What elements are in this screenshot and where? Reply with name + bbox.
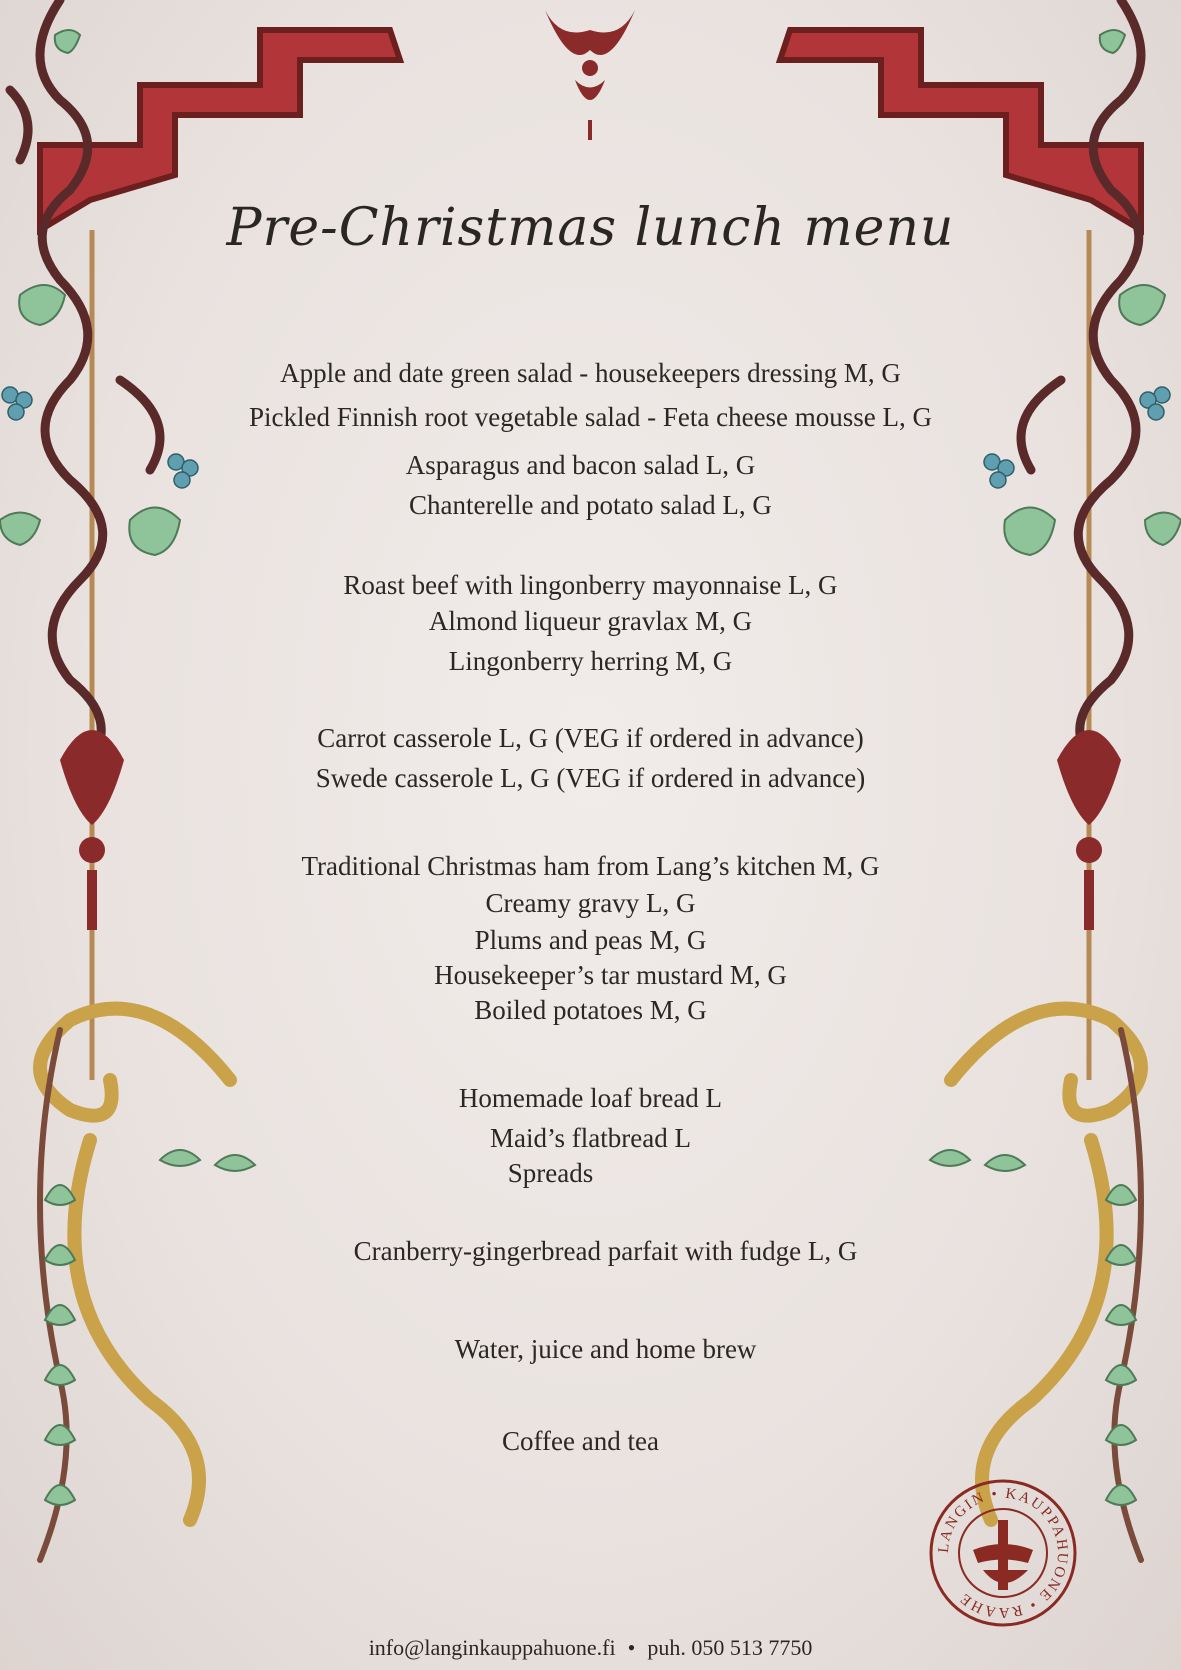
menu-item: Almond liqueur gravlax M, G bbox=[428, 606, 753, 636]
menu-item: Asparagus and bacon salad L, G bbox=[405, 450, 756, 480]
menu-item: Water, juice and home brew bbox=[454, 1334, 757, 1364]
seal-lamp-icon bbox=[973, 1520, 1033, 1590]
seal-text: LANGIN • KAUPPAHUONE • RAAHE bbox=[935, 1485, 1071, 1621]
menu-item: Coffee and tea bbox=[502, 1426, 659, 1456]
menu-item: Traditional Christmas ham from Lang’s kitchen M, G bbox=[301, 851, 880, 881]
email-link[interactable]: info@langinkauppahuone.fi bbox=[368, 1635, 616, 1660]
menu-item: Swede casserole L, G (VEG if ordered in advance) bbox=[315, 763, 866, 793]
menu-item: Carrot casserole L, G (VEG if ordered in advance) bbox=[317, 723, 864, 753]
menu-item: Lingonberry herring M, G bbox=[448, 646, 733, 676]
menu-item: Boiled potatoes M, G bbox=[474, 995, 707, 1025]
top-flower bbox=[545, 10, 635, 140]
menu-item: Homemade loaf bread L bbox=[458, 1083, 723, 1113]
menu-title: Pre-Christmas lunch menu bbox=[226, 198, 955, 258]
menu-item: Spreads bbox=[507, 1158, 594, 1188]
footer-separator: • bbox=[627, 1635, 636, 1660]
menu-item: Creamy gravy L, G bbox=[485, 888, 696, 918]
menu-item: Plums and peas M, G bbox=[474, 925, 707, 955]
menu-item: Roast beef with lingonberry mayonnaise L, G bbox=[343, 570, 838, 600]
menu-item: Housekeeper’s tar mustard M, G bbox=[434, 960, 787, 990]
menu-item: Apple and date green salad - housekeepers dressing M, G bbox=[280, 358, 901, 388]
langin-kauppahuone-seal bbox=[928, 1478, 1078, 1628]
contact-footer bbox=[0, 1635, 1181, 1661]
menu-item: Cranberry-gingerbread parfait with fudge L, G bbox=[353, 1236, 858, 1266]
menu-item: Maid’s flatbread L bbox=[490, 1123, 691, 1153]
menu-item: Chanterelle and potato salad L, G bbox=[409, 490, 772, 520]
phone-number: puh. 050 513 7750 bbox=[647, 1635, 813, 1660]
menu-item: Pickled Finnish root vegetable salad - Feta cheese mousse L, G bbox=[248, 402, 933, 432]
